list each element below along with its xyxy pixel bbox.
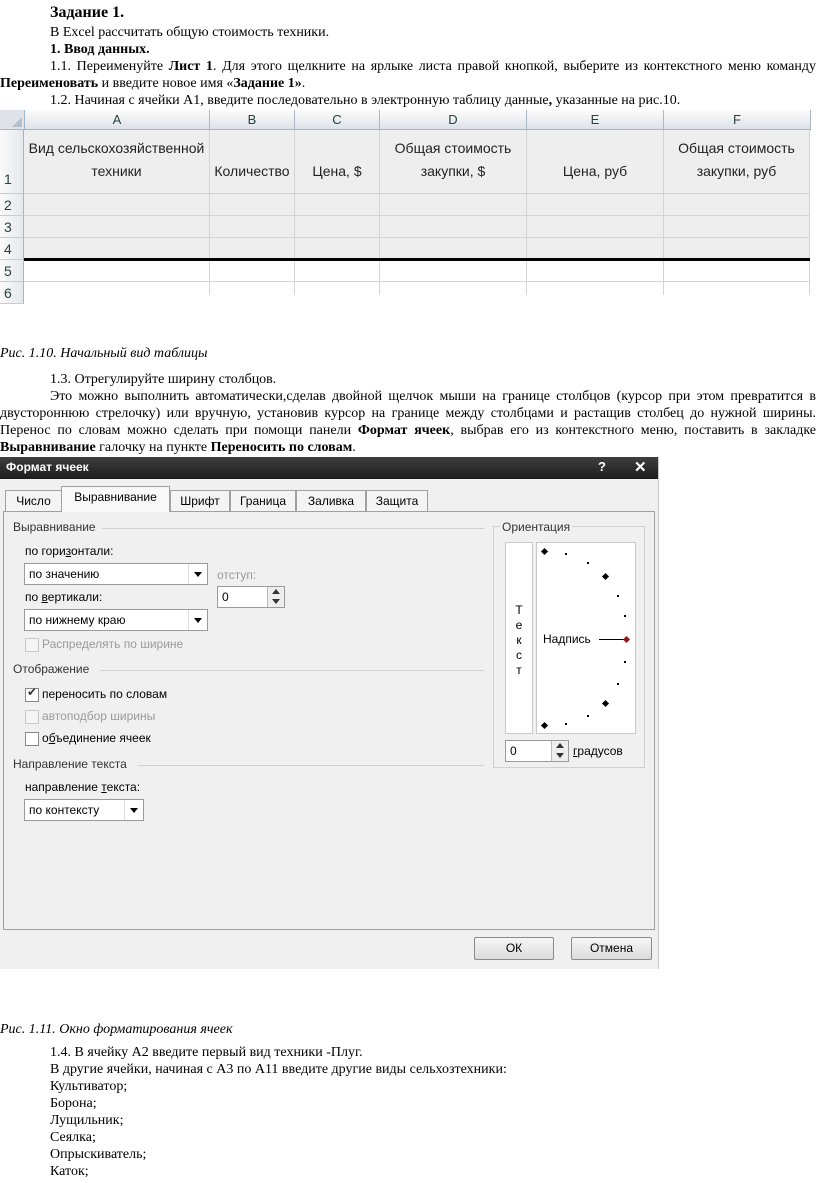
format-cells-dialog: [0, 457, 659, 969]
chevron-down-icon: [188, 564, 207, 584]
figure-caption-1-11: Рис. 1.11. Окно форматирования ячеек: [0, 1022, 233, 1037]
divider: [102, 528, 484, 529]
cell[interactable]: [380, 282, 527, 295]
cell[interactable]: [527, 238, 664, 260]
vertical-text-letter: с: [516, 648, 522, 662]
tab-font[interactable]: Шрифт: [170, 490, 230, 511]
horizontal-label: по горизонтали:: [25, 544, 114, 558]
vertical-label: по вертикали:: [25, 590, 103, 604]
close-icon[interactable]: ✕: [634, 459, 647, 476]
vertical-text-letter: к: [516, 633, 522, 647]
orientation-group-title: Ориентация: [502, 520, 571, 534]
header-cell-a1[interactable]: Вид сельскохозяйственной техники: [24, 130, 210, 194]
header-cell-e1[interactable]: Цена, руб: [527, 130, 664, 194]
column-header-b[interactable]: B: [210, 110, 295, 130]
cell[interactable]: [24, 194, 210, 216]
help-icon[interactable]: ?: [598, 459, 606, 474]
tab-number[interactable]: Число: [5, 490, 62, 511]
orientation-marker: [541, 548, 548, 555]
header-cell-c1[interactable]: Цена, $: [295, 130, 380, 194]
inscription-label: Надпись: [543, 632, 591, 646]
cell[interactable]: [295, 282, 380, 295]
column-header-a[interactable]: A: [25, 110, 210, 130]
step-1-1: 1.1. Переименуйте Лист 1. Для этого щелкните на ярлыке листа правой кнопкой, выберите из контекстного меню команду Переименовать и введите новое имя «Задание 1».: [0, 59, 816, 91]
horizontal-select[interactable]: по значению: [24, 563, 208, 585]
list-item: Борона;: [50, 1096, 97, 1111]
column-header-e[interactable]: E: [527, 110, 664, 130]
check-icon: ✔: [27, 685, 38, 699]
cell[interactable]: [664, 260, 810, 282]
orientation-dot: [587, 562, 589, 564]
divider: [100, 670, 484, 671]
step-1-2: 1.2. Начиная с ячейки А1, введите последовательно в электронную таблицу данные, указанные на рис.10.: [50, 93, 681, 108]
spinner-icon[interactable]: [267, 587, 284, 607]
indent-label: отступ:: [217, 568, 257, 582]
step-1-4-line2: В другие ячейки, начиная с А3 по А11 введите другие виды сельхозтехники:: [50, 1062, 507, 1077]
step-1-4-line1: 1.4. В ячейку А2 введите первый вид техники -Плуг.: [50, 1045, 363, 1060]
orientation-handle[interactable]: [623, 636, 630, 643]
distribute-checkbox[interactable]: [25, 638, 39, 652]
dialog-titlebar: [0, 457, 658, 479]
dialog-title: Формат ячеек: [6, 460, 89, 474]
list-item: Опрыскиватель;: [50, 1147, 147, 1162]
degrees-stepper[interactable]: 0: [505, 740, 569, 762]
row-header-5[interactable]: 5: [0, 260, 24, 282]
cell[interactable]: [664, 238, 810, 260]
vertical-text-box[interactable]: [505, 542, 533, 734]
header-cell-b1[interactable]: Количество: [210, 130, 295, 194]
direction-group-title: Направление текста: [13, 757, 127, 771]
cell[interactable]: [664, 282, 810, 295]
vertical-text-letter: е: [515, 618, 523, 632]
column-header-c[interactable]: C: [295, 110, 380, 130]
figure-caption-1-10: Рис. 1.10. Начальный вид таблицы: [0, 346, 208, 361]
chevron-down-icon: [188, 610, 207, 630]
step-1-3-text: Это можно выполнить автоматически,сделав двойной щелчок мыши на границе столбцов (курсор при этом превратится в двустороннюю стрелочку) или вручную, установив курсор на границе между столбцами и растащив столбец до нужной ширины. Перенос по словам можно сделать при помощи панели Формат ячеек, выбрав его из контекстного меню, поставить в закладке Выравнивание галочку на пункте Переносить по словам.: [0, 389, 816, 455]
row-header-6[interactable]: 6: [0, 282, 24, 304]
cell[interactable]: [380, 260, 527, 282]
vertical-text-letter: Т: [515, 603, 523, 617]
cell[interactable]: [527, 194, 664, 216]
cell[interactable]: [24, 282, 210, 295]
shrink-checkbox[interactable]: [25, 710, 39, 724]
row-header-3[interactable]: 3: [0, 216, 24, 238]
alignment-group-title: Выравнивание: [13, 520, 96, 534]
cell[interactable]: [380, 194, 527, 216]
indent-stepper[interactable]: 0: [217, 586, 285, 608]
select-all-corner[interactable]: [0, 110, 25, 130]
header-cell-d1[interactable]: Общая стоимость закупки, $: [380, 130, 527, 194]
orientation-dial[interactable]: [536, 542, 636, 734]
orientation-marker: [602, 700, 609, 707]
wrap-text-label: переносить по словам: [42, 687, 168, 701]
wrap-text-checkbox[interactable]: [25, 685, 39, 702]
cell[interactable]: [380, 238, 527, 260]
cell[interactable]: [210, 194, 295, 216]
orientation-dot: [617, 595, 619, 597]
list-item: Лущильник;: [50, 1113, 124, 1128]
column-header-f[interactable]: F: [664, 110, 811, 130]
direction-label: направление текста:: [25, 780, 141, 794]
orientation-marker: [602, 573, 609, 580]
thick-border: [24, 258, 810, 261]
tab-fill[interactable]: Заливка: [296, 490, 366, 511]
shrink-label: автоподбор ширины: [42, 709, 156, 723]
divider: [138, 765, 484, 766]
orientation-dot: [565, 723, 567, 725]
list-item: Сеялка;: [50, 1130, 96, 1145]
orientation-dot: [624, 615, 626, 617]
orientation-dot: [587, 715, 589, 717]
orientation-dot: [617, 683, 619, 685]
orientation-dot: [624, 661, 626, 663]
orientation-pointer: [599, 639, 624, 640]
list-item: Культиватор;: [50, 1079, 128, 1094]
degrees-label: градусов: [573, 744, 623, 758]
display-group-title: Отображение: [13, 662, 90, 676]
distribute-label: Распределять по ширине: [42, 637, 184, 651]
cell[interactable]: [210, 282, 295, 295]
alignment-panel: [3, 511, 655, 930]
cell[interactable]: [527, 260, 664, 282]
row-header-2[interactable]: 2: [0, 194, 24, 216]
header-cell-f1[interactable]: Общая стоимость закупки, руб: [664, 130, 810, 194]
cell[interactable]: [210, 238, 295, 260]
cell[interactable]: [210, 216, 295, 238]
spinner-icon[interactable]: [551, 741, 568, 761]
task-intro: В Excel рассчитать общую стоимость техники.: [50, 25, 330, 40]
cell[interactable]: [295, 260, 380, 282]
cell[interactable]: [527, 282, 664, 295]
cell[interactable]: [295, 238, 380, 260]
step-1-3-title: 1.3. Отрегулируйте ширину столбцов.: [50, 372, 277, 387]
vertical-select[interactable]: по нижнему краю: [24, 609, 208, 631]
cell[interactable]: [527, 216, 664, 238]
cell[interactable]: [24, 238, 210, 260]
vertical-text-letter: т: [516, 663, 522, 677]
cell[interactable]: [210, 260, 295, 282]
tab-protection[interactable]: Защита: [366, 490, 428, 511]
cell[interactable]: [24, 260, 210, 282]
task-title: Задание 1.: [50, 4, 125, 21]
merge-label: объединение ячеек: [42, 731, 151, 745]
orientation-marker: [541, 722, 548, 729]
column-header-d[interactable]: D: [380, 110, 527, 130]
merge-checkbox[interactable]: [25, 732, 39, 746]
cancel-button[interactable]: Отмена: [571, 937, 652, 960]
spreadsheet-figure: [0, 110, 810, 301]
chevron-down-icon: [124, 800, 143, 820]
direction-select[interactable]: по контексту: [24, 799, 144, 821]
cell[interactable]: [380, 216, 527, 238]
cell[interactable]: [24, 216, 210, 238]
cell[interactable]: [664, 216, 810, 238]
cell[interactable]: [295, 194, 380, 216]
row-header-4[interactable]: 4: [0, 238, 24, 260]
orientation-dot: [565, 553, 567, 555]
tab-alignment[interactable]: Выравнивание: [61, 486, 170, 512]
cell[interactable]: [664, 194, 810, 216]
list-item: Каток;: [50, 1164, 89, 1179]
row-header-1[interactable]: 1: [0, 130, 24, 194]
tab-border[interactable]: Граница: [230, 490, 296, 511]
cell[interactable]: [295, 216, 380, 238]
section-heading: 1. Ввод данных.: [50, 42, 150, 57]
ok-button[interactable]: ОК: [474, 937, 554, 960]
